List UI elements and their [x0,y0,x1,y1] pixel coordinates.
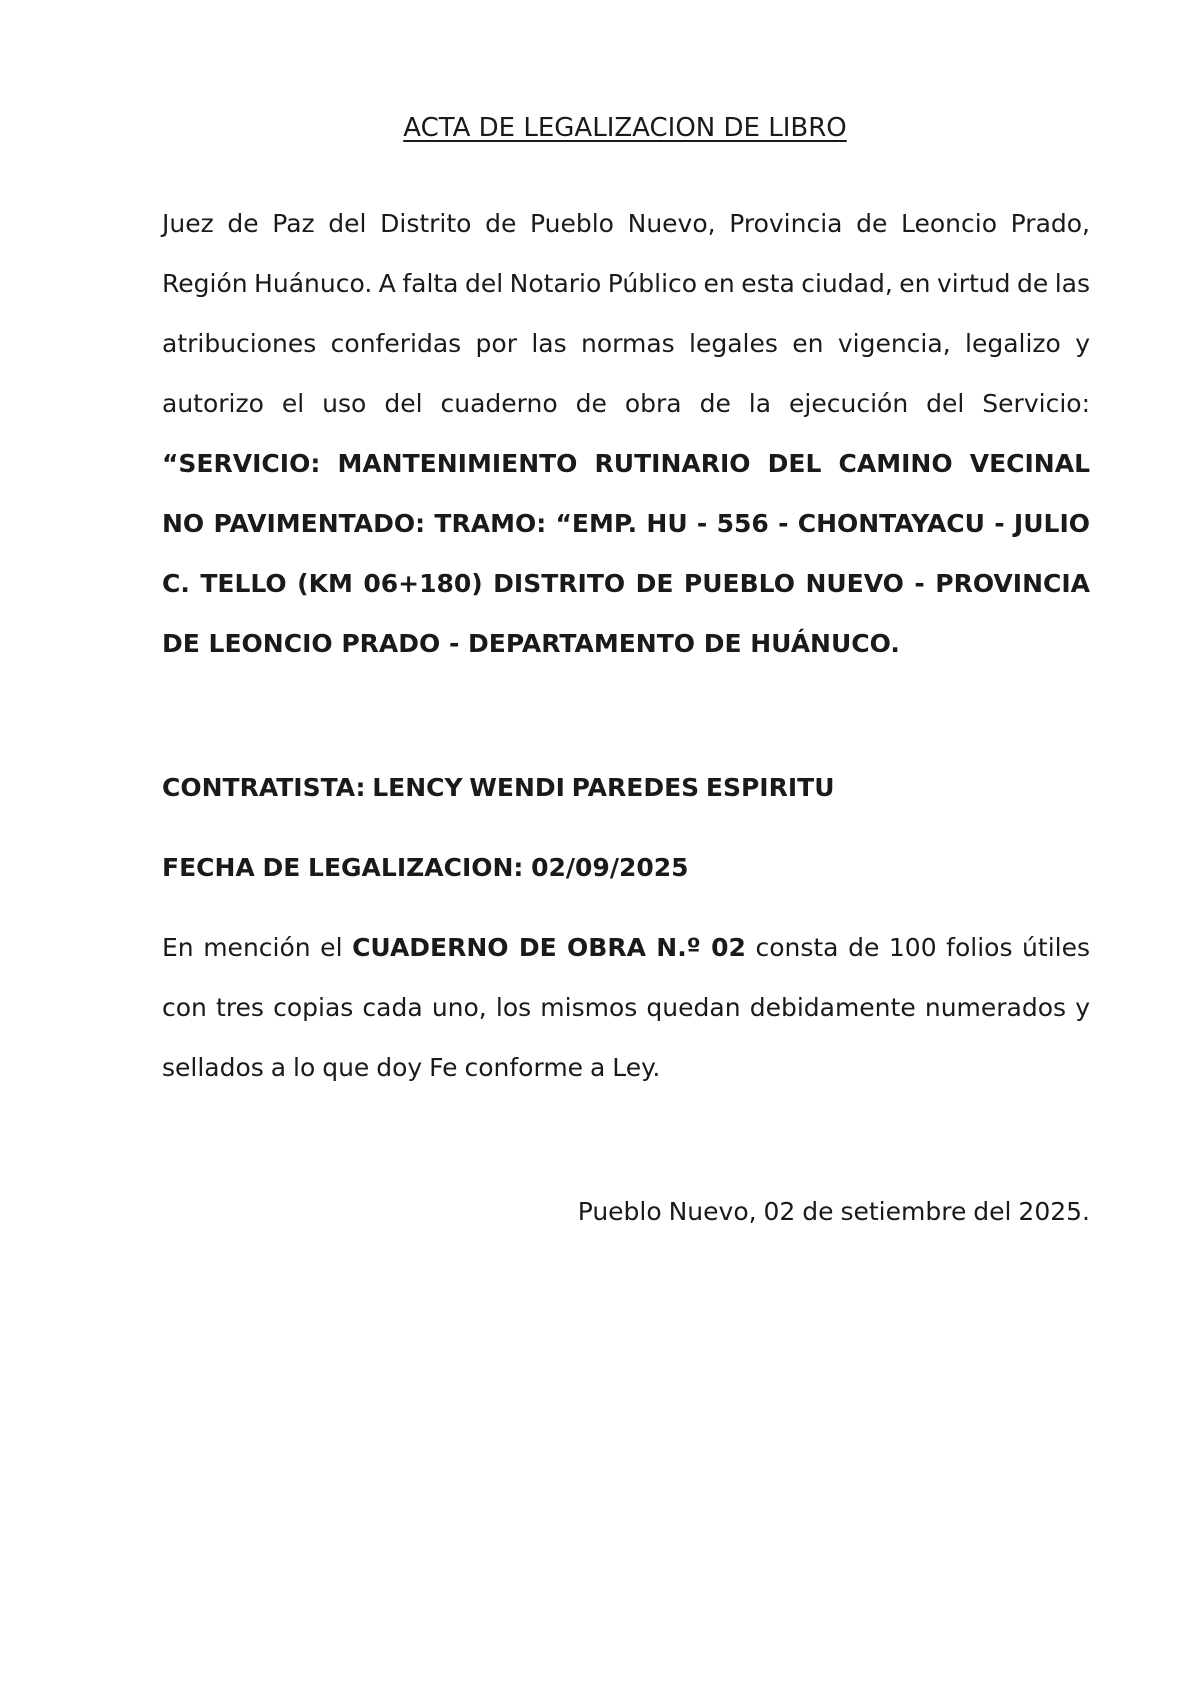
mention-paragraph [162,918,1090,1098]
legalization-date-line: FECHA DE LEGALIZACION: 02/09/2025 [162,853,689,882]
closing-place-date: Pueblo Nuevo, 02 de setiembre del 2025. [577,1197,1090,1226]
service-description: “SERVICIO: MANTENIMIENTO RUTINARIO DEL CAMINO VECINAL NO PAVIMENTADO: TRAMO: “EMP. HU - 556 - CHONTAYACU - JULIO C. TELLO (KM 06+180) DISTRITO DE PUEBLO NUEVO - PROVINCIA DE LEONCIO PRADO - DEPARTAMENTO DE HUÁNUCO. [162,449,1090,658]
intro-paragraph [162,194,1090,674]
intro-text: Juez de Paz del Distrito de Pueblo Nuevo, Provincia de Leoncio Prado, Región Huánuco. A falta del Notario Público en esta ciudad, en virtud de las atribuciones conferidas por las normas legales en vigencia, legalizo y autorizo el uso del cuaderno de obra de la ejecución del Servicio: [162,209,1090,418]
mention-prefix: En mención el [162,933,353,962]
document-title: ACTA DE LEGALIZACION DE LIBRO [403,113,847,143]
mention-suffix: consta de 100 folios útiles con tres copias cada uno, los mismos quedan debidamente numerados y sellados a lo que doy Fe conforme a Ley. [162,933,1090,1082]
notebook-number: CUADERNO DE OBRA N.º 02 [352,933,746,962]
contractor-line: CONTRATISTA: LENCY WENDI PAREDES ESPIRITU [162,773,835,802]
